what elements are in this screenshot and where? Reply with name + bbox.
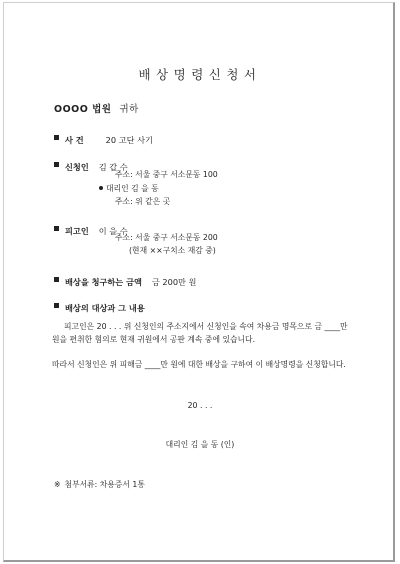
claim-value: 금 200만 원 bbox=[151, 277, 197, 287]
applicant-address: 주소: 서울 중구 서소문동 100 bbox=[115, 170, 218, 179]
agent-row bbox=[99, 183, 159, 194]
reason-row bbox=[54, 296, 145, 315]
attachment-text: 첨부서류: 차용증서 1통 bbox=[64, 480, 145, 489]
square-bullet-icon bbox=[54, 277, 59, 282]
document-page bbox=[3, 2, 395, 562]
defendant-address: 주소: 서울 중구 서소문동 200 bbox=[115, 233, 218, 242]
court-addressee bbox=[54, 101, 139, 115]
case-value: 20 고단 사기 bbox=[105, 135, 153, 145]
applicant-name: 김 갑 수 bbox=[98, 162, 128, 172]
court-name: OOOO 법원 bbox=[54, 104, 112, 115]
document-title: 배상명령신청서 bbox=[138, 67, 262, 82]
claim-row bbox=[54, 270, 196, 289]
square-bullet-icon bbox=[54, 303, 59, 308]
reference-mark-icon: ※ bbox=[54, 480, 61, 489]
square-bullet-icon bbox=[54, 162, 59, 167]
attachment-row bbox=[54, 479, 145, 490]
court-suffix: 귀하 bbox=[119, 104, 139, 115]
agent-name: 대리인 김 을 동 bbox=[106, 184, 159, 193]
reason-label: 배상의 대상과 그 내용 bbox=[65, 303, 145, 313]
signature-line: 대리인 김 을 동 (인) bbox=[165, 440, 235, 449]
case-row bbox=[54, 128, 153, 147]
case-label: 사 건 bbox=[65, 135, 84, 145]
square-bullet-icon bbox=[54, 226, 59, 231]
applicant-label: 신청인 bbox=[65, 162, 89, 172]
defendant-name: 이 을 수 bbox=[98, 226, 128, 236]
defendant-note: (현재 ××구치소 재감 중) bbox=[129, 246, 216, 255]
filing-date: 20 . . . bbox=[187, 401, 213, 410]
claim-label: 배상을 청구하는 금액 bbox=[65, 277, 142, 287]
reason-paragraph-2: 따라서 신청인은 위 피해금 ____만 원에 대한 배상을 구하여 이 배상명령을 신청합니다. bbox=[52, 360, 346, 369]
round-bullet-icon bbox=[99, 186, 103, 190]
defendant-label: 피고인 bbox=[65, 226, 89, 236]
reason-paragraph-1: 피고인은 20 . . . 위 신청인의 주소지에서 신청인을 속여 차용금 명목으로 금 ____만 원을 편취한 혐의로 현재 귀원에서 공판 계속 중에 있습니다. bbox=[52, 322, 348, 344]
agent-address: 주소: 위 같은 곳 bbox=[115, 197, 171, 206]
square-bullet-icon bbox=[54, 135, 59, 140]
